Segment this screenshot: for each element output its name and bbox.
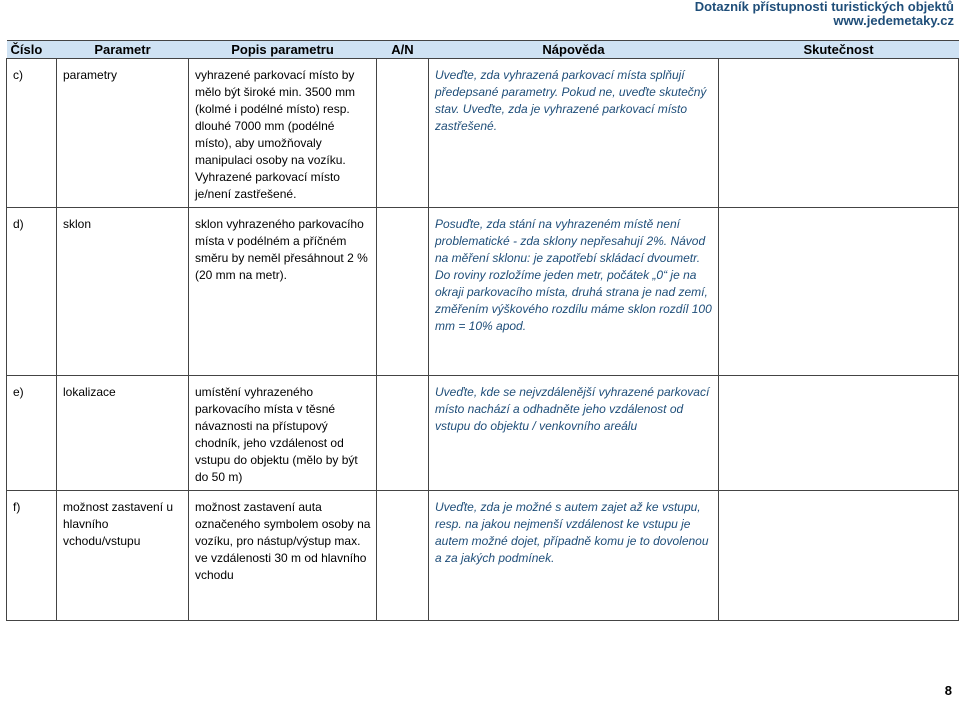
row-actual-field[interactable]: [719, 59, 959, 208]
column-header-cislo: Číslo: [7, 41, 57, 59]
row-hint: Uveďte, zda vyhrazená parkovací místa splňují předepsané parametry. Pokud ne, uveďte skutečný stav. Uveďte, zda je vyhrazené parkovací místo zastřešené.: [429, 59, 719, 208]
parameter-table: [6, 40, 959, 621]
row-number: e): [7, 376, 57, 491]
document-header: [695, 0, 954, 28]
row-number: f): [7, 491, 57, 621]
column-header-skutecnost: Skutečnost: [719, 41, 959, 59]
row-an-field[interactable]: [377, 59, 429, 208]
row-actual-field[interactable]: [719, 491, 959, 621]
row-hint: Uveďte, kde se nejvzdálenější vyhrazené parkovací místo nachází a odhadněte jeho vzdálenost od vstupu do objektu / venkovního areálu: [429, 376, 719, 491]
row-number: d): [7, 208, 57, 376]
row-an-field[interactable]: [377, 491, 429, 621]
row-an-field[interactable]: [377, 376, 429, 491]
row-parameter: lokalizace: [57, 376, 189, 491]
row-number: c): [7, 59, 57, 208]
table-row: [7, 376, 959, 491]
document-url: www.jedemetaky.cz: [833, 13, 954, 28]
row-description: umístění vyhrazeného parkovacího místa v těsné návaznosti na přístupový chodník, jeho vzdálenost od vstupu do objektu (mělo by být do 50 m): [189, 376, 377, 491]
column-header-parametr: Parametr: [57, 41, 189, 59]
row-description: možnost zastavení auta označeného symbolem osoby na vozíku, pro nástup/výstup max. ve vzdálenosti 30 m od hlavního vchodu: [189, 491, 377, 621]
row-actual-field[interactable]: [719, 376, 959, 491]
row-parameter: sklon: [57, 208, 189, 376]
row-parameter: parametry: [57, 59, 189, 208]
row-hint: Uveďte, zda je možné s autem zajet až ke vstupu, resp. na jakou nejmenší vzdálenost ke vstupu je autem možné dojet, případně komu je to dovolenou a za jakých podmínek.: [429, 491, 719, 621]
row-parameter: možnost zastavení u hlavního vchodu/vstupu: [57, 491, 189, 621]
row-actual-field[interactable]: [719, 208, 959, 376]
table-row: [7, 491, 959, 621]
column-header-napoveda: Nápověda: [429, 41, 719, 59]
row-hint: Posuďte, zda stání na vyhrazeném místě není problematické - zda sklony nepřesahují 2%. Návod na měření sklonu: je zapotřebí skládací dvoumetr. Do roviny rozložíme jeden metr, počátek „0“ je na okraji parkovacího místa, druhá strana je nad zemí, změřením výškového rozdílu máme sklon rozdíl 100 mm = 10% apod.: [429, 208, 719, 376]
row-description: sklon vyhrazeného parkovacího místa v podélném a příčném směru by neměl přesáhnout 2 % (20 mm na metr).: [189, 208, 377, 376]
table-header-row: [7, 41, 959, 59]
page-number: 8: [944, 683, 952, 698]
row-description: vyhrazené parkovací místo by mělo být široké min. 3500 mm (kolmé i podélné místo) resp. dlouhé 7000 mm (podélné místo), aby umožňovaly manipulaci osoby na vozíku. Vyhrazené parkovací místo je/není zastřešené.: [189, 59, 377, 208]
document-title: Dotazník přístupnosti turistických objektů: [694, 0, 954, 14]
row-an-field[interactable]: [377, 208, 429, 376]
table-row: [7, 208, 959, 376]
column-header-an: A/N: [377, 41, 429, 59]
table-row: [7, 59, 959, 208]
column-header-popis: Popis parametru: [189, 41, 377, 59]
